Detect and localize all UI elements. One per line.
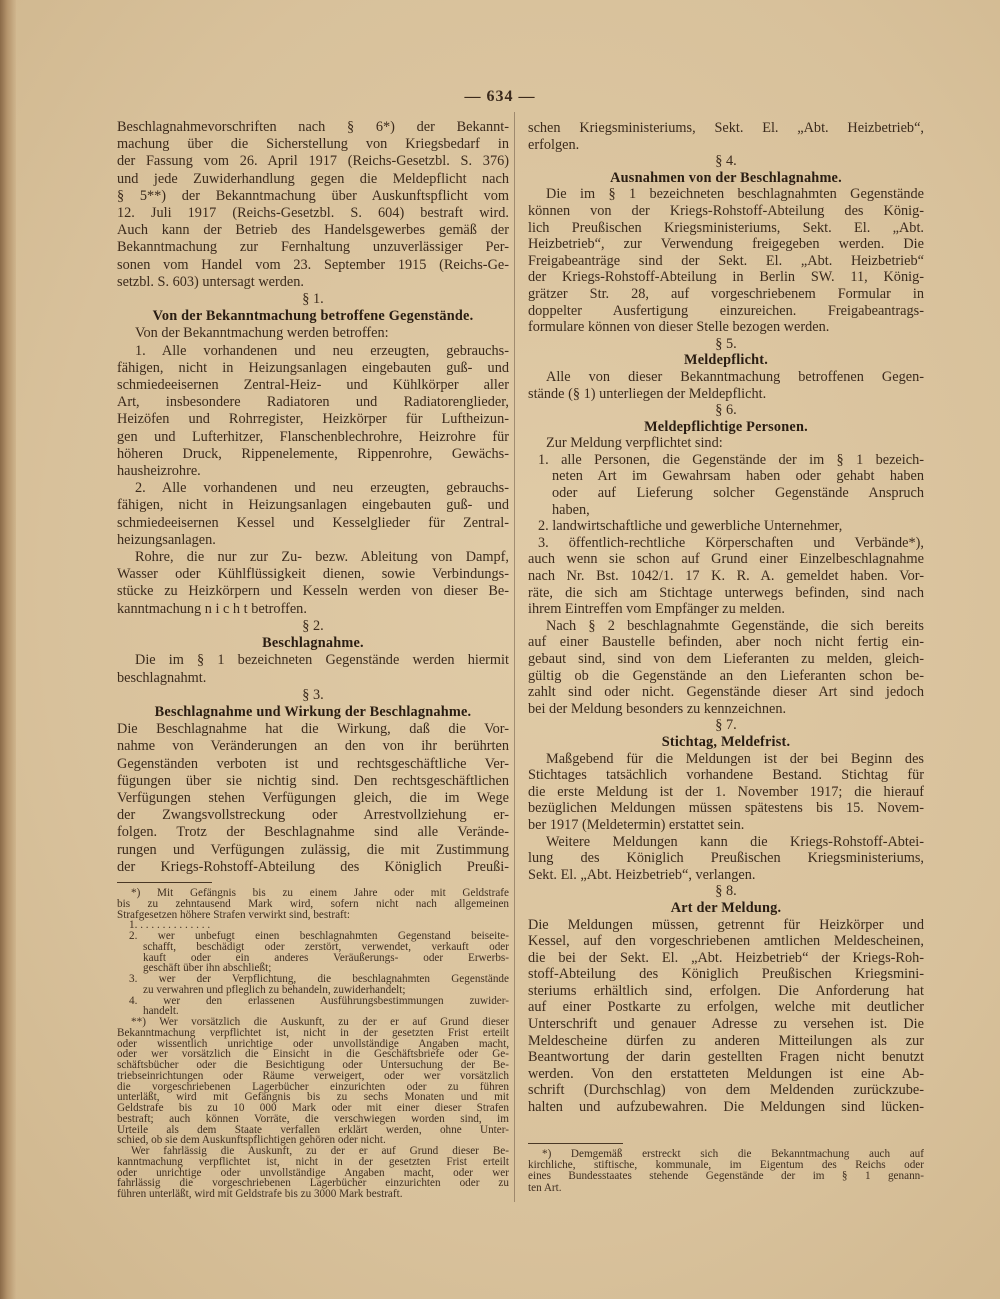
text-line: zu verwahren und pfleglich zu behandeln, zuwiderhandelt; [143,983,406,996]
text-line: gebaut sind, sind von dem Lieferanten zu melden, gleich- [528,651,924,667]
text-line: eines Bundesstaates stehende Gegenstände der im § 1 genann- [528,1170,924,1183]
text-line: Zur Meldung verpflichtet sind: [546,435,723,452]
text-line: oder wer vorsätzlich die Einsicht in die Geschäftsbriefe oder Ge- [117,1048,509,1061]
footnote-rule [528,1143,623,1144]
paragraph [528,369,924,402]
text-line: gen und Lufterhitzer, Flanschenblechrohre, Heizrohre für [117,428,509,445]
text-line: § 5. [715,335,737,352]
text-line: schied, ob sie dem Auskunftspflichtigen gehören oder nicht. [117,1134,386,1147]
section-number [528,883,924,900]
paragraph [528,186,924,335]
text-line: ten Art. [528,1181,562,1194]
text-line: schäftsbücher oder die Besichtigung oder Untersuchung der Be- [117,1059,509,1071]
text-line: 1. . . . . . . . . . . . . . [129,919,211,932]
text-line: machung über die Sicherstellung von Kriegsbedarf in [117,136,509,153]
text-line: haben, [552,501,590,518]
text-line: Beantwortung der darin gestellten Fragen nicht benutzt [528,1049,924,1066]
text-line: 2. wer unbefugt einen beschlagnahmten Gegenstand beiseite- [129,930,509,942]
section-number [528,402,924,419]
section-heading [528,734,924,751]
text-line: die bei der Sekt. El. „Abt. Heizbetrieb“ der Kriegs-Roh- [528,949,924,966]
text-line: Art, insbesondere Radiatoren und Radiatorenglieder, [117,394,509,411]
section-number [528,717,924,734]
section-heading [528,419,924,436]
text-line: schmiedeeisernen Zentral-Heiz- und Kühlkörper aller [117,377,509,394]
text-line: lung des Königlich Preußischen Kriegsministeriums, [528,850,924,867]
paragraph [528,917,924,1116]
text-line: stoff-Abteilung des Königlich Preußischen Kriegsmini- [528,966,924,983]
text-line: Rohre, die nur zur Zu- bezw. Ableitung von Dampf, [135,549,509,566]
text-line: Die im § 1 bezeichneten beschlagnahmten Gegenstände [546,186,924,203]
text-line: Meldepflichtige Personen. [644,418,808,435]
text-line: Urteile als dem Staate verfallen erklärt werden, ohne Unter- [117,1123,509,1136]
text-line: sonen vom Handel vom 23. September 1915 (Reichs-Ge- [117,256,509,273]
text-line: Wer fahrlässig die Auskunft, zu der er auf Grund dieser Be- [131,1145,509,1157]
paragraph [117,325,509,342]
text-line: der Fassung vom 26. April 1917 (Reichs-Gesetzbl. S. 376) [117,153,509,170]
text-line: Ausnahmen von der Beschlagnahme. [610,169,842,186]
text-line: Stichtag, Meldefrist. [661,733,791,750]
text-line: § 1. [302,291,324,308]
text-line: Wasser oder Kühlflüssigkeit dienen, sowie Verbindungs- [117,566,509,583]
text-line: grätzer Str. 28, auf vorgeschriebenem Formular in [528,285,924,302]
right-footnotes [528,1143,924,1194]
text-line: unterläßt, wird mit Gefängnis bis zu sechs Monaten und mit [117,1091,509,1104]
text-line: 1. alle Personen, die Gegenstände der im § 1 bezeich- [538,451,924,468]
text-line: *) Mit Gefängnis bis zu einem Jahre oder mit Geldstrafe [131,887,509,899]
text-line: Von der Bekanntmachung betroffene Gegenstände. [152,308,474,325]
text-line: fähigen, nicht in Heizungsanlagen eingebauten guß- und [117,497,509,514]
section-number [117,291,509,308]
text-line: § 2. [302,617,324,634]
text-line: § 4. [715,153,737,170]
footnote-list-item [117,996,509,1018]
text-line: § 7. [715,717,737,734]
text-line: schmiedeeisernen Kessel und Kesselglieder für Zentral- [117,514,509,531]
column-separator [514,112,515,1202]
section-heading [117,704,509,721]
paragraph [117,721,509,876]
section-number [117,687,509,704]
text-line: bezüglichen Meldungen müssen spätestens bis 15. Novem- [528,800,924,817]
text-line: Von der Bekanntmachung werden betroffen: [135,325,389,342]
text-line: halten und aufzubewahren. Die Meldungen sind lücken- [528,1099,924,1116]
footnote [117,1146,509,1200]
text-line: Heizöfen und Rohrregister, Heizkörper für Luftheizun- [117,411,509,428]
text-line: lich Preußischen Kriegsministeriums, Sekt. El. „Abt. [528,219,924,236]
paragraph [528,435,924,452]
text-line: Maßgebend für die Meldungen ist der bei Beginn des [546,750,924,767]
text-line: Die im § 1 bezeichneten Gegenstände werden hiermit [135,652,509,669]
section-heading [117,635,509,652]
text-line: oder wissentlich unrichtige oder unvollständige Angaben macht, [117,1037,509,1050]
text-line: stücke zu Heizkörpern und Kesseln werden von dieser Be- [117,583,509,600]
left-column [117,119,509,876]
text-line: ihrem Eintreffen vom Empfänger zu melden. [528,601,785,618]
text-line: ber 1917 (Meldetermin) erstattet sein. [528,816,745,833]
text-line: setzbl. S. 603) untersagt werden. [117,273,305,290]
text-line: auf einer Baustelle befinden, aber noch nicht fertig ein- [528,634,924,651]
text-line: fahrlässig die vorgeschriebenen Lagerbücher einzurichten oder zu [117,1177,509,1190]
text-line: kauft oder ein anderes Veräußerungs- oder Erwerbs- [143,951,509,964]
text-line: Sekt. El. „Abt. Heizbetrieb“, verlangen. [528,866,756,883]
text-line: Heizbetrieb“, zur Verwendung freigegeben werden. Die [528,236,924,253]
text-line: Auch kann der Betrieb des Handelsgewerbes gemäß der [117,222,509,239]
right-column [528,120,924,1116]
text-line: steriums erhältlich sind, erfolgen. Die Anforderung hat [528,982,924,999]
text-line: und jede Zuwiderhandlung gegen die Meldepflicht nach [117,170,509,187]
text-line: heizungsanlagen. [117,531,216,548]
text-line: schafft, beschädigt oder zerstört, verwendet, verkauft oder [143,940,509,953]
footnote [117,888,509,920]
text-line: Gegenständen verboten ist und rechtsgeschäftliche Ver- [117,755,509,772]
text-line: gültig ob die Gegenstände an den Lieferanten schon be- [528,667,924,684]
text-line: die vorgeschriebenen Lagerbücher einzurichten oder zu führen [117,1080,509,1093]
section-heading [117,308,509,325]
text-line: rungen und Verfügungen zulässig, die mit Zustimmung [117,841,509,858]
left-footnotes [117,882,509,1200]
text-line: nahme von Veränderungen an den von ihr berührten [117,738,509,755]
text-line: bei der Meldung besonders zu kennzeichnen. [528,700,787,717]
text-line: Stichtages tatsächlich vorhandene Bestand. Stichtag für [528,767,924,784]
text-line: nach Nr. Bst. 1042/1. 17 K. R. A. gemeldet haben. Vor- [528,568,924,585]
text-line: stände (§ 1) unterliegen der Meldepflicht. [528,385,767,402]
text-line: neten Art im Gewahrsam haben oder gehabt haben [552,468,924,485]
text-line: § 5**) der Bekanntmachung über Auskunftspflicht vom [117,187,509,204]
text-line: Bekanntmachung verpflichtet ist, nicht in der gesetzten Frist erteilt [117,1026,509,1039]
page-number: — 634 — [464,88,536,105]
text-line: geschäft über ihn abschließt; [143,962,272,975]
text-line: § 3. [302,686,324,703]
text-line: schrift (Durchschlag) von dem Meldenden zurückzube- [528,1082,924,1099]
footnote-list-item [117,931,509,974]
text-line: auf einer Postkarte zu erfolgen, welche mit deutlicher [528,999,924,1016]
paragraph [528,120,924,153]
text-line: Meldepflicht. [684,352,768,369]
text-line: 2. landwirtschaftliche und gewerbliche Unternehmer, [538,518,843,535]
text-line: führen unterläßt, wird mit Geldstrafe bis zu 3000 Mark bestraft. [117,1188,403,1200]
text-line: **) Wer vorsätzlich die Auskunft, zu der er auf Grund dieser [131,1016,509,1028]
text-line: der Kriegs-Rohstoff-Abteilung in Berlin SW. 11, König- [528,269,924,286]
paragraph [117,480,509,549]
section-heading [528,170,924,187]
text-line: Unterschrift und genauer Adresse zu versehen ist. Die [528,1016,924,1033]
section-number [117,618,509,635]
text-line: zahlt sind oder nicht. Gegenstände dieser Art sind jedoch [528,684,924,701]
text-line: können von der Kriegs-Rohstoff-Abteilung des König- [528,202,924,219]
text-line: Kessel, auf den vorgeschriebenen amtlichen Meldescheinen, [528,933,924,950]
text-line: bis zu zehntausend Mark wird, sofern nicht nach allgemeinen [117,897,509,910]
text-line: *) Demgemäß erstreckt sich die Bekanntmachung auch auf [542,1148,924,1160]
text-line: Strafgesetzen höhere Strafen verwirkt sind, bestraft: [117,908,350,921]
text-line: triebseinrichtungen oder Räume verweigert, oder wer vorsätzlich [117,1069,509,1082]
text-line: 3. wer der Verpflichtung, die beschlagnahmten Gegenstände [129,973,509,985]
text-line: § 8. [715,883,737,900]
section-number [528,336,924,353]
section-number [528,153,924,170]
text-line: beschlagnahmt. [117,669,207,686]
text-line: kanntmachung verpflichtet ist, nicht in der gesetzten Frist erteilt [117,1155,509,1168]
list-item [528,518,924,535]
text-line: Meldescheine dürfen zu anderen Mitteilungen als zur [528,1032,924,1049]
section-heading [528,900,924,917]
text-line: Die Meldungen müssen, getrennt für Heizkörper und [528,916,924,933]
text-line: doppelter Ausfertigung einzureichen. Freigabeantrags- [528,302,924,319]
paragraph [117,652,509,686]
footnote [117,1017,509,1146]
text-line: werden. Von den erstatteten Meldungen ist eine Ab- [528,1065,924,1082]
text-line: Die Beschlagnahme hat die Wirkung, daß die Vor- [117,721,509,738]
text-line: oder unrichtige oder unvollständige Angaben macht, oder wer [117,1166,509,1179]
text-line: hausheizrohre. [117,463,201,480]
text-line: erfolgen. [528,136,580,153]
text-line: Beschlagnahme und Wirkung der Beschlagnahme. [154,703,472,720]
text-line: 2. Alle vorhandenen und neu erzeugten, gebrauchs- [135,480,509,497]
text-line: höheren Druck, Rippenelemente, Rippenrohre, Gewächs- [117,445,509,462]
text-line: der Zwangsvollstreckung oder Arrestvollziehung er- [117,807,509,824]
text-line: folgen. Trotz der Beschlagnahme sind alle Verände- [117,824,509,841]
paragraph [528,618,924,718]
text-line: 1. Alle vorhandenen und neu erzeugten, gebrauchs- [135,342,509,359]
list-item [528,452,924,518]
paragraph [117,119,509,291]
text-line: kirchliche, stiftische, kommunale, im Eigentum des Reichs oder [528,1159,924,1172]
paragraph [528,834,924,884]
text-line: 3. öffentlich-rechtliche Körperschaften und Verbände*), [538,534,924,551]
paragraph [528,751,924,834]
text-line: Alle von dieser Bekanntmachung betroffenen Gegen- [546,368,924,385]
text-line: bestraft; auch können Vorräte, die verschwiegen worden sind, im [117,1112,509,1125]
paragraph [528,551,924,617]
list-item [528,535,924,552]
text-line: Beschlagnahme. [262,635,364,652]
text-line: die erste Meldung ist der 1. November 1917; die hierauf [528,783,924,800]
text-line: Geldstrafe bis zu 10 000 Mark oder mit einer dieser Strafen [117,1102,509,1114]
page-binding-edge [0,0,16,1299]
section-heading [528,352,924,369]
text-line: der Kriegs-Rohstoff-Abteilung des Königlich Preußi- [117,858,509,875]
text-line: Beschlagnahmevorschriften nach § 6*) der Bekannt- [117,119,509,135]
text-line: 12. Juli 1917 (Reichs-Gesetzbl. S. 604) bestraft wird. [117,205,509,222]
text-line: Bekanntmachung zur Fernhaltung unzuverlässiger Per- [117,239,509,256]
footnote-list-item [117,974,509,996]
text-line: kanntmachung n i c h t betroffen. [117,600,307,617]
text-line: oder auf Lieferung solcher Gegenstände Anspruch [552,485,924,502]
text-line: § 6. [715,402,737,419]
text-line: Weitere Meldungen kann die Kriegs-Rohstoff-Abtei- [546,833,924,850]
text-line: fügungen über sie nichtig sind. Den rechtsgeschäftlichen [117,772,509,789]
footnote [528,1149,924,1194]
text-line: Freigabeanträge sind der Sekt. El. „Abt. Heizbetrieb“ [528,252,924,269]
text-line: Art der Meldung. [670,899,782,916]
text-line: auch wenn sie schon auf Grund einer Einzelbeschlagnahme [528,551,924,568]
text-line: formulare können von dieser Stelle bezogen werden. [528,319,830,336]
text-line: Verfügungen stehen Verfügungen gleich, die im Wege [117,789,509,806]
paragraph [117,343,509,481]
text-line: schen Kriegsministeriums, Sekt. El. „Abt. Heizbetrieb“, [528,120,924,136]
text-line: 4. wer den erlassenen Ausführungsbestimmungen zuwider- [129,994,509,1007]
footnote-rule [117,882,212,883]
text-line: Nach § 2 beschlagnahmte Gegenstände, die sich bereits [546,617,924,634]
text-line: räte, die sich am Stichtage unterwegs befinden, sind nach [528,584,924,601]
text-line: fähigen, nicht in Heizungsanlagen eingebauten guß- und [117,359,509,376]
text-line: handelt. [143,1005,179,1018]
paragraph [117,549,509,618]
